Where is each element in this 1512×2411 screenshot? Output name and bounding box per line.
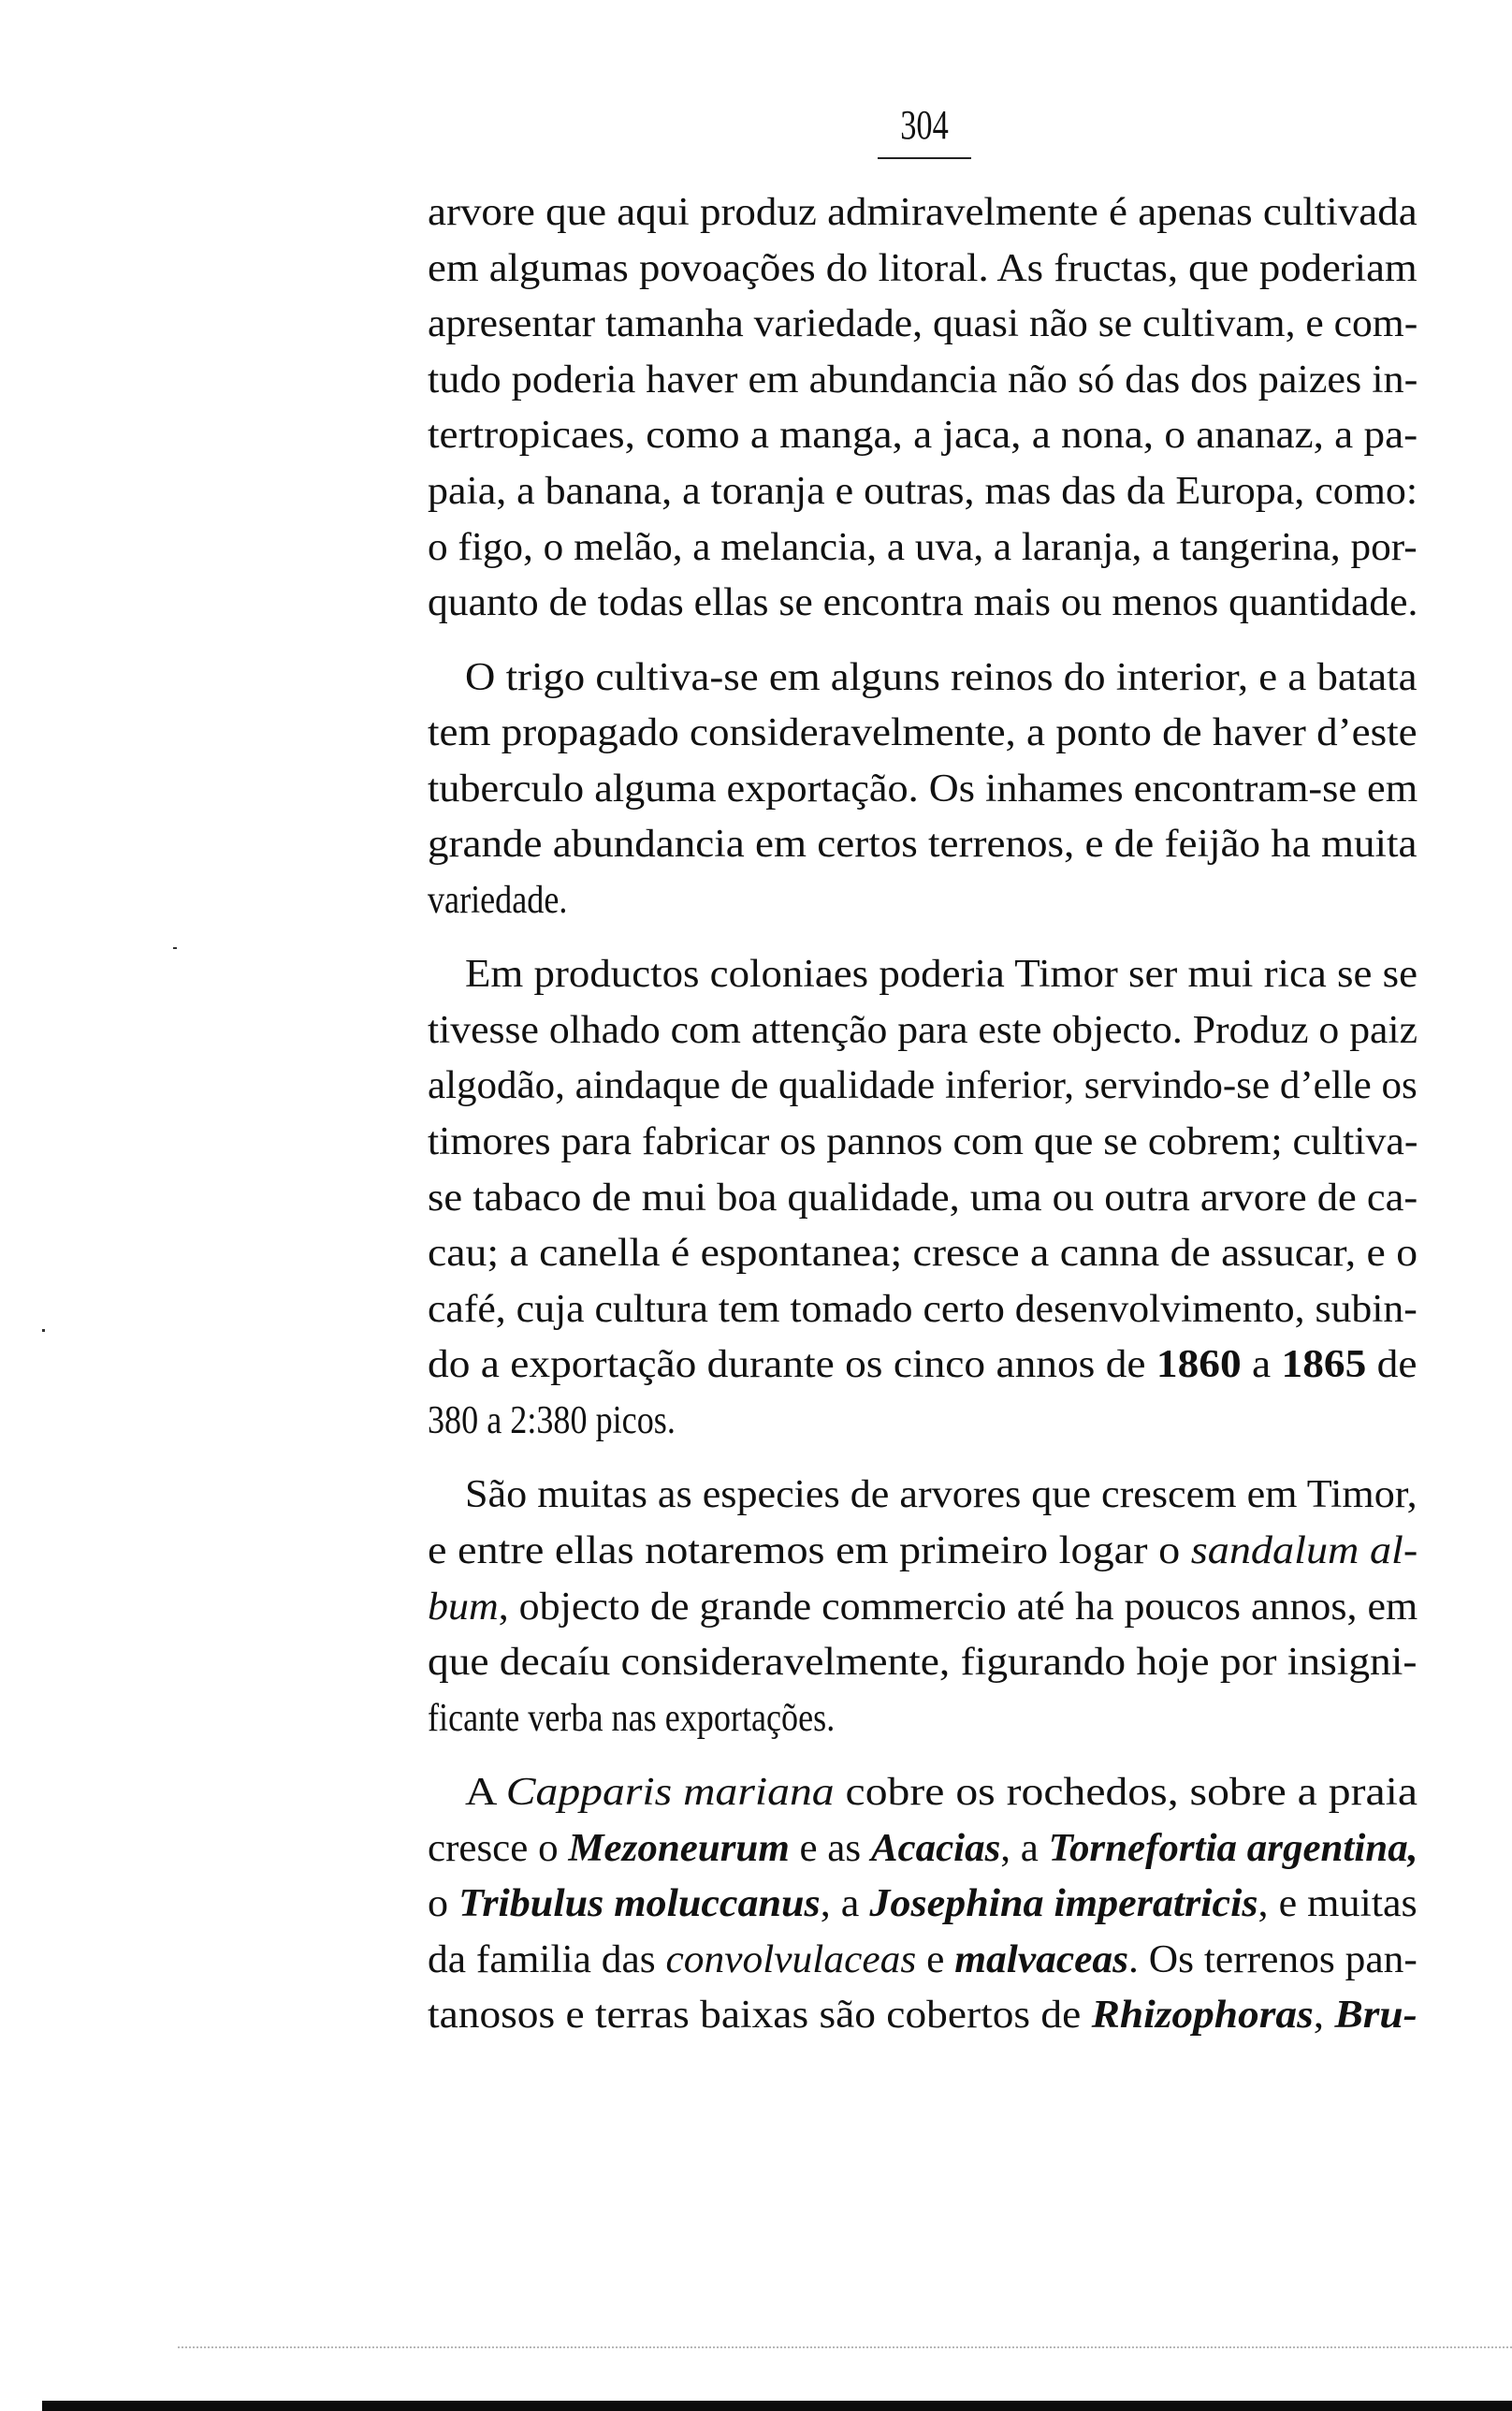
text-run: São muitas as especies de arvores que crescem em Timor, [465,1473,1418,1517]
text-run: o figo, o melão, a melancia, a uva, a laranja, a tangerina, por- [428,525,1418,569]
scan-speck [173,947,177,949]
text-line [428,1008,1418,1067]
text-run: e as [789,1826,871,1870]
text-line [428,583,1418,639]
text-line [428,1287,1418,1346]
text-run: variedade. [428,878,568,922]
text-line [428,304,1418,360]
emphasized-text: Josephina imperatricis [869,1882,1258,1926]
text-line [428,713,1418,769]
text-line [428,1178,1418,1235]
text-run: cobre os rochedos, sobre a praia [834,1771,1418,1814]
emphasized-text: Mezoneurum [568,1826,790,1870]
text-run: paia, a banana, a toranja e outras, mas das da Europa, como: [428,470,1418,513]
text-line [428,1528,1418,1587]
scan-artifact-dotted-line [178,2346,1512,2348]
emphasized-text: bum [428,1585,499,1629]
text-run: tivesse olhado com attenção para este objecto. Produz o paiz [428,1008,1418,1052]
text-run: de [1366,1343,1418,1387]
text-run: ficante verba nas exportações. [428,1696,836,1740]
emphasized-text: 1865 [1281,1343,1367,1387]
text-run: , objecto de grande commercio até ha poucos annos, em [498,1585,1418,1629]
page-number-rule [878,157,971,159]
text-run: , [1313,1994,1335,2038]
scan-artifact-page-edge [42,2401,1512,2411]
text-run: tertropicaes, como a manga, a jaca, a nona, o ananaz, a pa- [428,414,1418,458]
scan-speck [42,1329,45,1332]
text-line [428,1122,1418,1178]
text-line [428,1066,1418,1122]
text-run: , a [1000,1826,1049,1870]
text-run: a [1241,1343,1282,1387]
text-run: que decaíu consideravelmente, figurando hoje por insigni- [428,1641,1418,1685]
text-line [465,1475,1418,1531]
text-line [428,825,1418,881]
text-run: quanto de todas ellas se encontra mais ou menos quantidade. [428,581,1418,625]
emphasized-text: Tornefortia argentina, [1048,1826,1418,1870]
text-run: da familia das [428,1937,666,1981]
text-run: 380 a 2:380 picos. [428,1399,676,1442]
text-line [428,1884,1418,1940]
text-run: se tabaco de mui boa qualidade, uma ou outra arvore de ca- [428,1176,1418,1220]
text-run: tuberculo alguma exportação. Os inhames encontram-se em [428,767,1418,811]
emphasized-text: Capparis mariana [505,1771,835,1814]
text-run: grande abundancia em certos terrenos, e de feijão ha muita [428,823,1418,867]
page-number: 304 [900,102,949,148]
text-line [465,955,1418,1011]
text-run: arvore que aqui produz admiravelmente é apenas cultivada [428,191,1418,234]
text-line [428,1696,1418,1755]
text-line [465,1773,1418,1829]
text-line [428,1587,1418,1644]
text-run: cresce o [428,1826,569,1870]
text-line [428,193,1418,249]
text-run: tudo poderia haver em abundancia não só das dos paizes in- [428,358,1418,402]
text-line [428,416,1418,472]
emphasized-text: Rhizophoras [1091,1994,1314,2038]
emphasized-text: Bru- [1334,1994,1418,2038]
text-run: apresentar tamanha variedade, quasi não se cultivam, e com- [428,302,1418,346]
text-run: algodão, aindaque de qualidade inferior, servindo-se d’elle os [428,1064,1418,1108]
emphasized-text: malvaceas [954,1937,1129,1981]
text-run: . Os terrenos pan- [1128,1937,1418,1981]
text-line [428,1345,1418,1401]
text-run: timores para fabricar os pannos com que se cobrem; cultiva- [428,1120,1418,1163]
text-run: do a exportação durante os cinco annos de [428,1343,1156,1387]
text-run: A [465,1771,506,1814]
emphasized-text: Acacias [870,1826,1001,1870]
text-run: café, cuja cultura tem tomado certo desenvolvimento, subin- [428,1287,1418,1331]
text-line [428,1643,1418,1699]
text-line [465,655,1418,714]
text-line [428,246,1418,305]
text-run: o [428,1882,459,1926]
text-line [428,525,1418,584]
text-run: em algumas povoações do litoral. As fructas, que poderiam [428,246,1418,290]
emphasized-text: sandalum al- [1190,1528,1418,1572]
text-line [428,360,1418,416]
text-run: tem propagado consideravelmente, a ponto de haver d’este [428,711,1418,755]
text-line [428,1995,1418,2052]
text-line [428,769,1418,826]
text-line [428,878,1418,937]
text-run: , e muitas [1258,1882,1418,1926]
text-run: O trigo cultiva-se em alguns reinos do interior, e a batata [465,655,1418,699]
text-line [428,1234,1418,1290]
text-run: e entre ellas notaremos em primeiro logar o [428,1528,1191,1572]
text-line [428,1401,1418,1457]
emphasized-text: Tribulus moluccanus [458,1882,821,1926]
text-run: tanosos e terras baixas são cobertos de [428,1994,1092,2038]
text-run: cau; a canella é espontanea; cresce a canna de assucar, e o [428,1232,1418,1276]
text-line [428,1937,1418,1996]
text-line [428,1826,1418,1885]
text-run: Em productos coloniaes poderia Timor ser mui rica se se [465,953,1418,997]
emphasized-text: 1860 [1156,1343,1242,1387]
text-run: e [916,1937,955,1981]
text-line [428,472,1418,528]
text-run: , a [820,1882,870,1926]
emphasized-text: convolvulaceas [665,1937,917,1981]
